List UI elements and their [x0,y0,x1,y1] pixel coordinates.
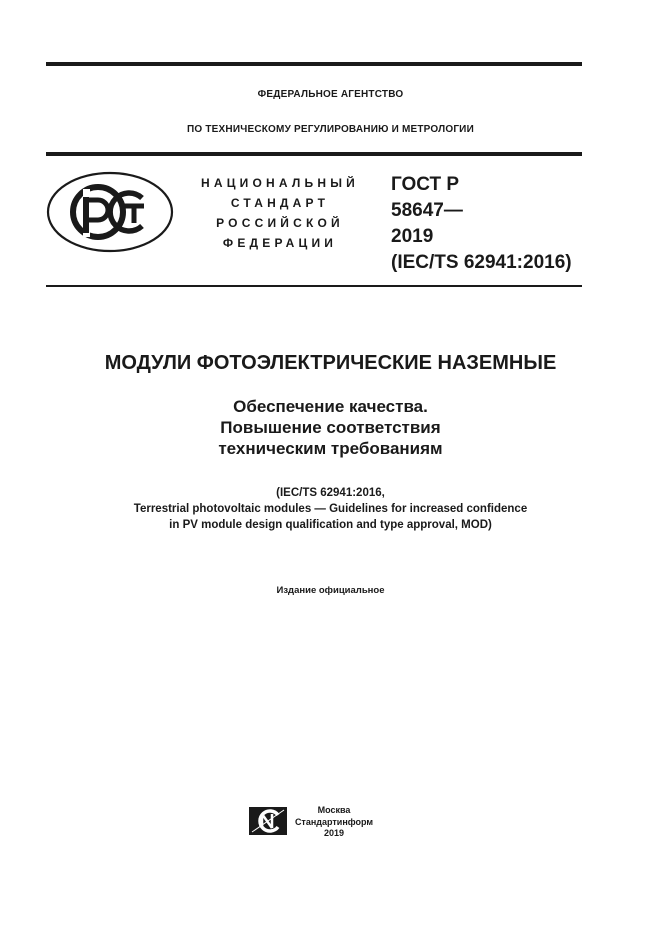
publisher-city: Москва [317,805,351,815]
top-rule [46,62,582,66]
english-title-line: in PV module design qualification and type approval, MOD) [169,519,492,531]
standard-type-line: СТАНДАРТ [230,196,330,210]
english-title-line: Terrestrial photovoltaic modules — Guidelines for increased confidence [133,503,528,515]
designation-line: (IEC/TS 62941:2016) [391,252,572,273]
designation-line: 2019 [391,226,434,247]
publisher-name: Стандартинформ [294,816,374,827]
edition-label: Издание официальное [276,585,385,596]
publisher-info [292,805,376,840]
standard-type-line: ФЕДЕРАЦИИ [222,236,338,250]
gost-emblem-logo [46,171,174,253]
document-subtitle [0,396,661,459]
subtitle-line: Повышение соответствия [220,418,441,437]
standard-designation [391,172,572,276]
publisher-year: 2019 [323,828,345,838]
document-title: МОДУЛИ ФОТОЭЛЕКТРИЧЕСКИЕ НАЗЕМНЫЕ [104,352,557,374]
header-rule [46,152,582,156]
english-title-line: (IEC/TS 62941:2016, [276,487,385,499]
agency-line-1: ФЕДЕРАЛЬНОЕ АГЕНТСТВО [257,89,404,100]
header-bottom-rule [46,285,582,287]
standard-type-line: НАЦИОНАЛЬНЫЙ [200,176,360,190]
subtitle-line: техническим требованиям [218,439,443,458]
english-title [0,485,661,533]
subtitle-line: Обеспечение качества. [233,397,428,416]
standartinform-logo [248,806,288,836]
designation-line: 58647— [391,200,463,221]
agency-line-2: ПО ТЕХНИЧЕСКОМУ РЕГУЛИРОВАНИЮ И МЕТРОЛОГИИ [187,124,474,135]
standard-type [190,173,370,253]
designation-line: ГОСТ Р [391,174,460,195]
standard-type-line: РОССИЙСКОЙ [216,216,344,230]
